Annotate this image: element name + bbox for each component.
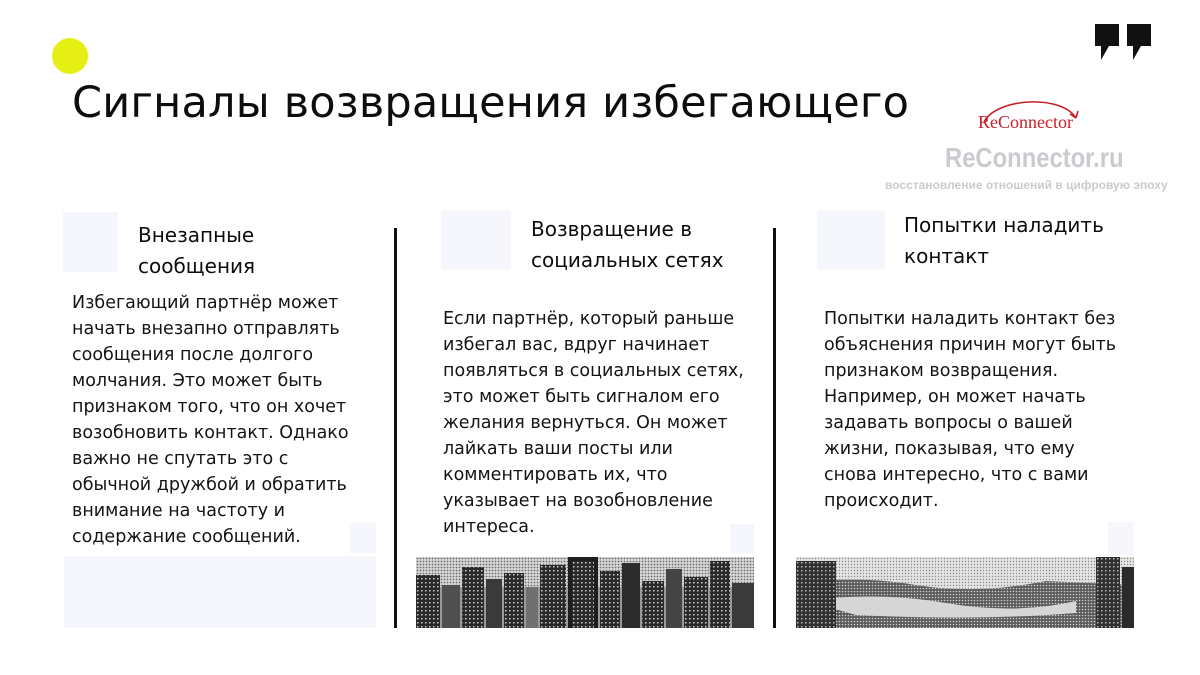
reconnector-watermark xyxy=(880,100,1180,200)
column-1-corner-tile xyxy=(350,523,376,553)
column-3-river-photo xyxy=(796,557,1134,628)
column-3-body: Попытки наладить контакт без объяснения причин могут быть признаком возвращения. Например, он может начать задавать вопросы о вашей жизни, показывая, что ему снова интересно, что с вами происходит. xyxy=(824,309,1117,511)
column-2-body: Если партнёр, который раньше избегал вас, вдруг начинает появляться в социальных сетях, это может быть сигналом его желания вернуться. Он может лайкать ваши посты или комментировать их, что указывает на возобновление интереса. xyxy=(443,309,744,537)
accent-dot xyxy=(52,38,88,74)
column-1-body: Избегающий партнёр может начать внезапно отправлять сообщения после долгого молчания. Это может быть признаком того, что он хочет возобновить контакт. Однако важно не спутать это с обычной дружбой и обратить внимание на частоту и содержание сообщений. xyxy=(72,293,349,547)
logo-domain: ReConnector.ru xyxy=(945,142,1124,173)
column-3-title: Попытки наладить контакт xyxy=(904,213,1104,268)
column-3-corner-tile xyxy=(1108,522,1134,555)
column-divider-2 xyxy=(773,228,776,628)
slide-title: Сигналы возвращения избегающего xyxy=(72,78,910,128)
column-1-icon xyxy=(63,212,118,272)
column-1-image-placeholder xyxy=(64,556,376,628)
column-1-title: Внезапные сообщения xyxy=(138,223,256,278)
logo-tagline: восстановление отношений в цифровую эпоху xyxy=(885,178,1168,192)
column-3-icon xyxy=(817,211,885,269)
logo-brand: ReConnector xyxy=(978,112,1073,132)
column-2-title: Возвращение в социальных сетях xyxy=(531,217,724,272)
column-divider-1 xyxy=(394,228,397,628)
column-2-icon xyxy=(441,211,511,269)
quote-marks-icon xyxy=(1095,24,1153,62)
column-2-city-photo xyxy=(416,557,754,628)
